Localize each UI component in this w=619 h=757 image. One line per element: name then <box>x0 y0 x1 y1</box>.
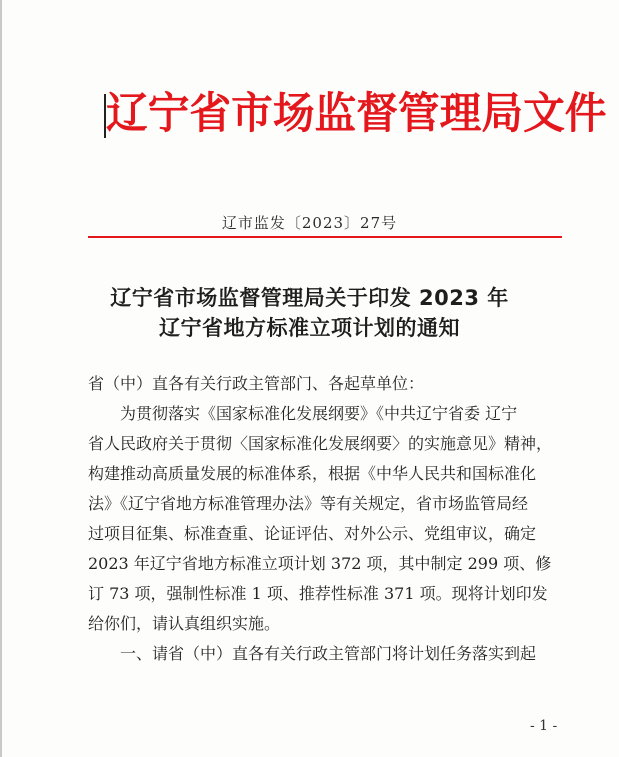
document-number: 辽市监发〔2023〕27号 <box>221 214 398 232</box>
document-header-title: 辽宁省市场监督管理局文件 <box>106 89 607 139</box>
notice-title-line-1: 辽宁省市场监督管理局关于印发 2023 年 <box>110 286 509 310</box>
body-line: 给你们，请认真组织实施。 <box>88 614 281 633</box>
body-line: 省（中）直各有关行政主管部门、各起草单位： <box>88 374 425 393</box>
body-line: 为贯彻落实《国家标准化发展纲要》《中共辽宁省委 辽宁 <box>88 404 518 423</box>
body-line: 一、请省（中）直各有关行政主管部门将计划任务落实到起 <box>88 644 537 663</box>
body-line: 省人民政府关于贯彻〈国家标准化发展纲要〉的实施意见》精神， <box>88 434 553 453</box>
page-edge <box>0 0 2 757</box>
body-line: 法》《辽宁省地方标准管理办法》等有关规定，省市场监管局经 <box>88 494 529 513</box>
body-line: 构建推动高质量发展的标准体系，根据《中华人民共和国标准化 <box>88 464 537 483</box>
page-number: - 1 - <box>530 718 558 734</box>
body-line: 2023 年辽宁省地方标准立项计划 372 项，其中制定 299 项、修 <box>88 554 552 573</box>
body-line: 订 73 项，强制性标准 1 项、推荐性标准 371 项。现将计划印发 <box>88 584 548 603</box>
header-divider <box>88 236 562 238</box>
notice-title-line-2: 辽宁省地方标准立项计划的通知 <box>159 316 460 340</box>
body-line: 过项目征集、标准查重、论证评估、对外公示、党组审议，确定 <box>88 524 537 543</box>
